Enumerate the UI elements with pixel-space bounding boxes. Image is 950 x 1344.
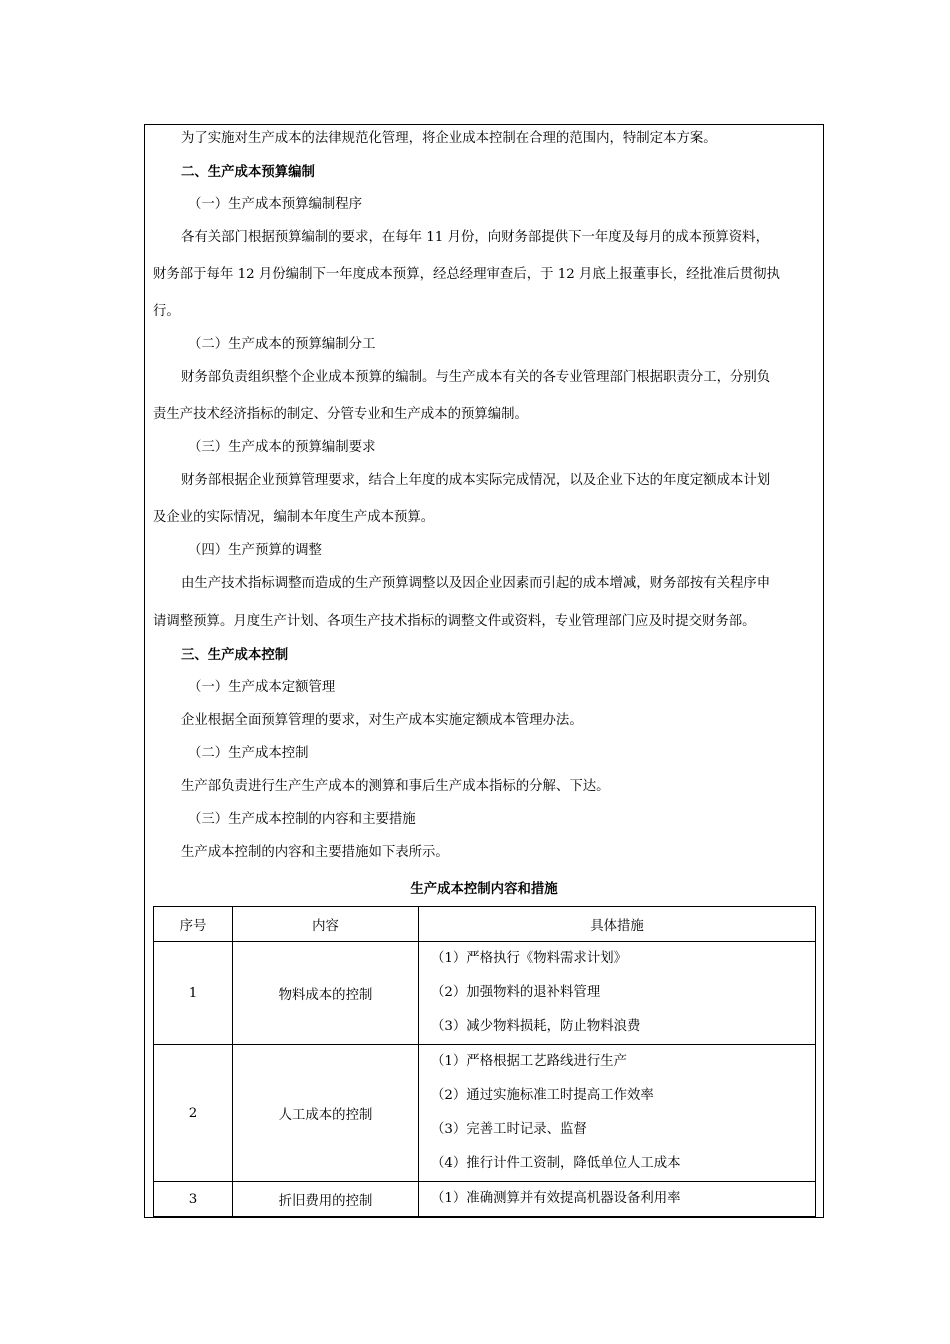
subheading-cost-control: （二）生产成本控制 [188,746,309,761]
measure-item: （3）完善工时记录、监督 [431,1122,587,1137]
subheading-budget-procedure: （一）生产成本预算编制程序 [188,197,363,212]
row-number: 1 [154,942,233,1045]
measure-item: （4）推行计件工资制，降低单位人工成本 [431,1156,681,1171]
row-measures [419,1182,816,1217]
paragraph-line: 及企业的实际情况，编制本年度生产成本预算。 [153,510,435,525]
paragraph-line: 各有关部门根据预算编制的要求，在每年 11 月份，向财务部提供下一年度及每月的成本预算资料， [181,230,769,245]
table-caption: 生产成本控制内容和措施 [410,881,558,897]
paragraph-line: 生产部负责进行生产生产成本的测算和事后生产成本指标的分解、下达。 [181,779,610,794]
header-no: 序号 [154,907,233,942]
paragraph-line: 请调整预算。月度生产计划、各项生产技术指标的调整文件或资料，专业管理部门应及时提交财务部。 [153,614,756,629]
row-content: 折旧费用的控制 [233,1182,419,1217]
measure-item: （3）减少物料损耗，防止物料浪费 [431,1019,641,1034]
row-measures [419,1045,816,1182]
row-number: 2 [154,1045,233,1182]
row-number: 3 [154,1182,233,1217]
row-content: 物料成本的控制 [233,942,419,1045]
paragraph-line: 财务部负责组织整个企业成本预算的编制。与生产成本有关的各专业管理部门根据职责分工，分别负 [181,370,771,385]
table-row [154,1182,816,1217]
header-measures: 具体措施 [419,907,816,942]
paragraph-line: 财务部于每年 12 月份编制下一年度成本预算，经总经理审查后，于 12 月底上报董事长，经批准后贯彻执 [153,267,780,282]
subheading-budget-division: （二）生产成本的预算编制分工 [188,337,376,352]
paragraph-line: 生产成本控制的内容和主要措施如下表所示。 [181,845,449,860]
measure-item: （2）加强物料的退补料管理 [431,985,601,1000]
paragraph-line: 财务部根据企业预算管理要求，结合上年度的成本实际完成情况，以及企业下达的年度定额成本计划 [181,473,771,488]
paragraph-line: 由生产技术指标调整而造成的生产预算调整以及因企业因素而引起的成本增减，财务部按有关程序申 [181,576,771,591]
measure-item: （1）严格执行《物料需求计划》 [431,951,627,966]
measure-item: （1）严格根据工艺路线进行生产 [431,1054,627,1069]
measure-item: （2）通过实施标准工时提高工作效率 [431,1088,654,1103]
row-measures [419,942,816,1045]
section-heading-control: 三、生产成本控制 [181,647,289,663]
table-header-row [154,907,816,942]
paragraph-line: 企业根据全面预算管理的要求，对生产成本实施定额成本管理办法。 [181,713,583,728]
subheading-quota-management: （一）生产成本定额管理 [188,680,336,695]
paragraph-line: 责生产技术经济指标的制定、分管专业和生产成本的预算编制。 [153,407,528,422]
intro-paragraph: 为了实施对生产成本的法律规范化管理，将企业成本控制在合理的范围内，特制定本方案。 [181,131,717,146]
table-row [154,942,816,1045]
header-content: 内容 [233,907,419,942]
subheading-budget-adjustment: （四）生产预算的调整 [188,543,322,558]
paragraph-line: 行。 [153,304,180,319]
subheading-budget-requirements: （三）生产成本的预算编制要求 [188,440,376,455]
row-content: 人工成本的控制 [233,1045,419,1182]
table-row [154,1045,816,1182]
measure-item: （1）准确测算并有效提高机器设备利用率 [431,1191,681,1206]
section-heading-budget: 二、生产成本预算编制 [181,164,315,180]
cost-control-table [153,906,816,1217]
subheading-control-content: （三）生产成本控制的内容和主要措施 [188,812,416,827]
